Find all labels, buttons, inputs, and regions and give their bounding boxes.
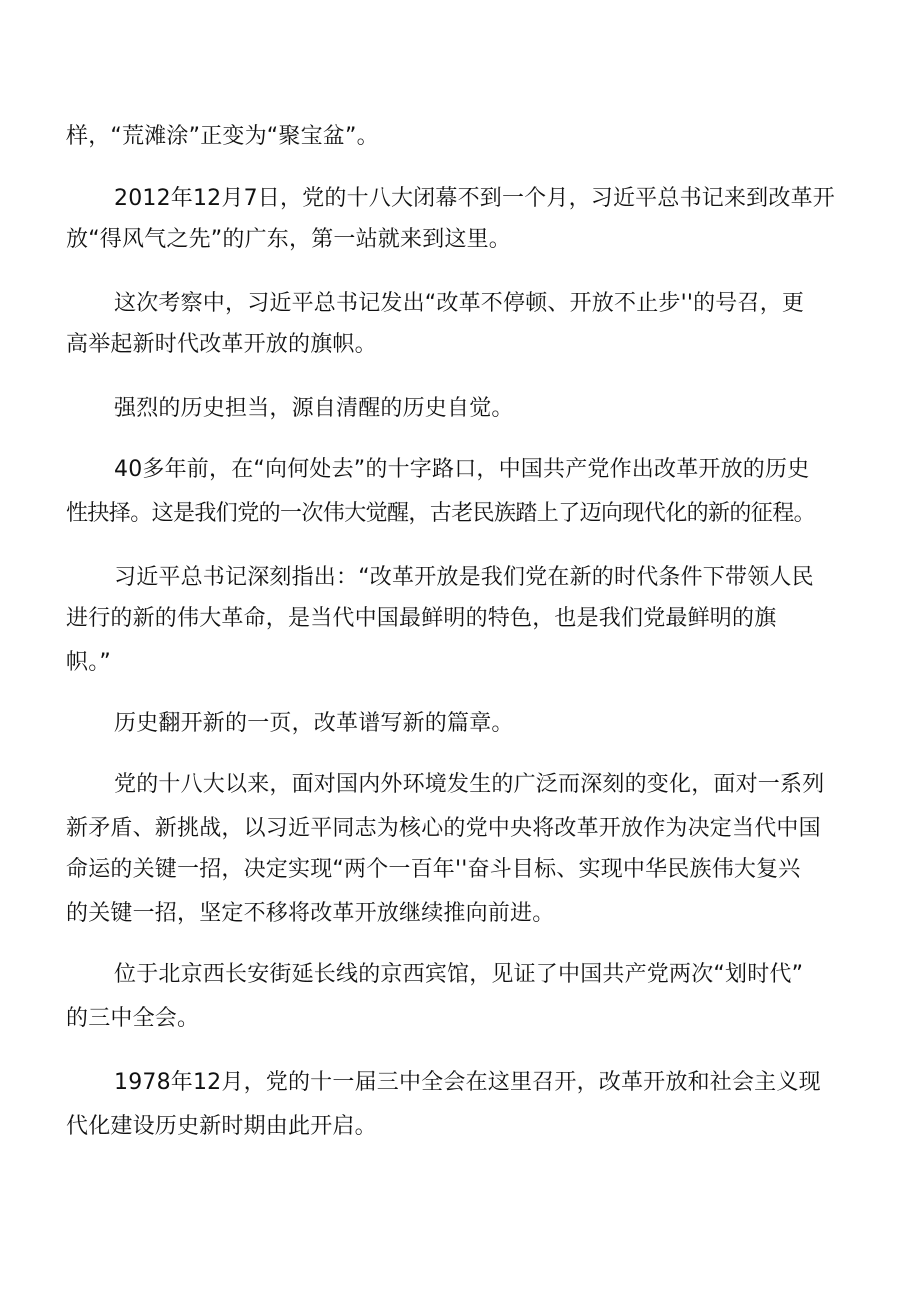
text-line: 命运的关键一招，决定实现“两个一百年''奋斗目标、实现中华民族伟大复兴 <box>66 857 801 882</box>
text-line: 新矛盾、新挑战，以习近平同志为核心的党中央将改革开放作为决定当代中国 <box>66 816 821 841</box>
text-line: 代化建设历史新时期由此开启。 <box>66 1114 377 1139</box>
text-line: 样，“荒滩涂”正变为“聚宝盆”。 <box>66 124 379 149</box>
text-line: 党的十八大以来，面对国内外环境发生的广泛而深刻的变化，面对一系列 <box>114 772 825 797</box>
text-line: 2012年12月7日，党的十八大闭幕不到一个月，习近平总书记来到改革开 <box>114 186 835 211</box>
text-line: 这次考察中，习近平总书记发出“改革不停顿、开放不止步''的号召，更 <box>114 291 805 316</box>
text-line: 进行的新的伟大革命，是当代中国最鲜明的特色，也是我们党最鲜明的旗 <box>66 606 777 631</box>
text-line: 高举起新时代改革开放的旗帜。 <box>66 332 377 357</box>
text-line: 历史翻开新的一页，改革谱写新的篇章。 <box>114 711 514 736</box>
text-line: 放“得风气之先”的广东，第一站就来到这里。 <box>66 227 511 252</box>
text-line: 位于北京西长安街延长线的京西宾馆，见证了中国共产党两次“划时代” <box>114 962 804 987</box>
text-line: 性抉择。这是我们党的一次伟大觉醒，古老民族踏上了迈向现代化的新的征程。 <box>66 501 816 526</box>
text-line: 帜。” <box>66 650 111 675</box>
text-line: 的关键一招，坚定不移将改革开放继续推向前进。 <box>66 901 555 926</box>
text-line: 的三中全会。 <box>66 1006 200 1031</box>
text-line: 强烈的历史担当，源自清醒的历史自觉。 <box>114 396 514 421</box>
text-line: 1978年12月，党的十一届三中全会在这里召开，改革开放和社会主义现 <box>114 1070 821 1095</box>
text-line: 40多年前，在“向何处去”的十字路口，中国共产党作出改革开放的历史 <box>114 457 810 482</box>
text-line: 习近平总书记深刻指出：“改革开放是我们党在新的时代条件下带领人民 <box>114 565 814 590</box>
